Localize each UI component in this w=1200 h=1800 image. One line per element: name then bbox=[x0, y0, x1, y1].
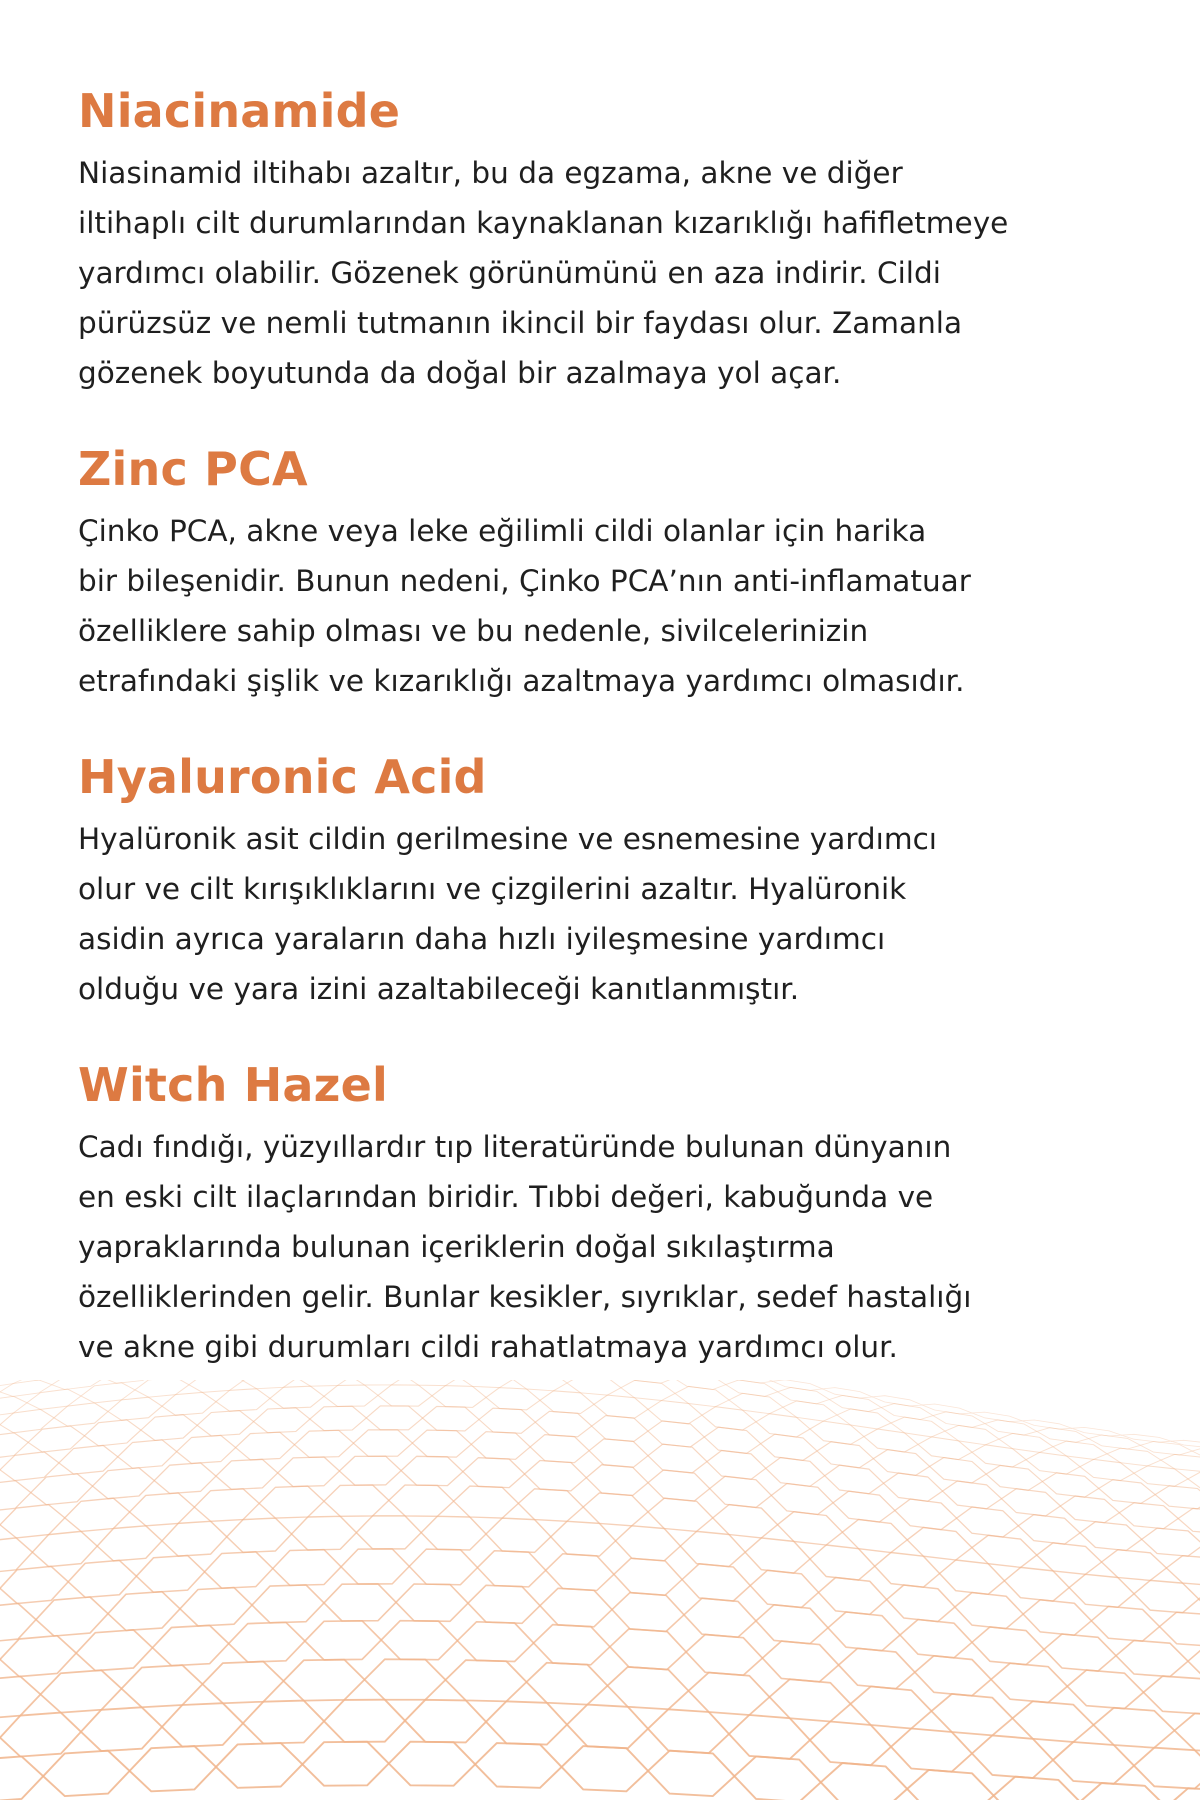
description-line: yardımcı olabilir. Gözenek görünümünü en aza indirir. Cildi bbox=[78, 256, 941, 290]
hexagon-cell bbox=[93, 1468, 155, 1499]
hexagon-cell bbox=[1023, 1600, 1091, 1635]
hexagon-cell bbox=[525, 1461, 587, 1491]
hexagon-cell bbox=[839, 1648, 915, 1688]
section-niacinamide bbox=[78, 78, 1138, 398]
hexagon-cell bbox=[771, 1484, 833, 1515]
hexagon-cell bbox=[778, 1387, 830, 1403]
hexagon-cell bbox=[707, 1451, 766, 1480]
hexagon-cell bbox=[216, 1743, 302, 1788]
hexagon-cell bbox=[446, 1660, 527, 1701]
hexagon-cell bbox=[1094, 1708, 1175, 1748]
hexagon-cell bbox=[562, 1746, 648, 1791]
hexagon-cell bbox=[32, 1531, 97, 1566]
hexagon-cell bbox=[648, 1751, 734, 1796]
section-title: Niacinamide bbox=[78, 84, 401, 138]
hexagon-cell bbox=[614, 1558, 682, 1595]
hexagon-cell bbox=[1134, 1580, 1199, 1612]
hexagon-cell bbox=[940, 1560, 1005, 1594]
hexagon-cell bbox=[887, 1585, 955, 1622]
hexagon-cell bbox=[454, 1486, 519, 1518]
hexagon-cell bbox=[770, 1679, 851, 1721]
hexagon-cell bbox=[1044, 1634, 1116, 1671]
section-description bbox=[78, 814, 1138, 1014]
hexagon-cell bbox=[389, 1742, 475, 1786]
hexagon-cell bbox=[1122, 1434, 1172, 1442]
hexagon-cell bbox=[194, 1489, 259, 1522]
hexagon-cell bbox=[1072, 1427, 1122, 1436]
hexagon-cell bbox=[875, 1553, 940, 1588]
hexagon-cell bbox=[540, 1391, 594, 1414]
hexagon-cell bbox=[589, 1439, 648, 1467]
hexagon-cell bbox=[729, 1393, 783, 1413]
hexagon-cell bbox=[52, 1380, 104, 1390]
hexagon-cell bbox=[922, 1404, 972, 1414]
hexagon-cell bbox=[530, 1435, 589, 1463]
hexagon-cell bbox=[527, 1663, 608, 1705]
hexagon-cell bbox=[1013, 1701, 1094, 1742]
hexagon-cell bbox=[324, 1385, 378, 1407]
hexagon-cell bbox=[534, 1625, 610, 1665]
hexagon-cell bbox=[259, 1486, 324, 1518]
hexagon-cell bbox=[986, 1465, 1042, 1490]
hexagon-cell bbox=[409, 1549, 477, 1585]
hexagon-cell bbox=[648, 1498, 713, 1531]
hexagon-cell bbox=[227, 1518, 292, 1552]
description-line: asidin ayrıca yaraların daha hızlı iyileşmesine yardımcı bbox=[78, 922, 886, 956]
description-line: iltihaplı cilt durumlarından kaynaklanan kızarıklığı hafifletmeye bbox=[78, 206, 1009, 240]
hexagon-cell bbox=[478, 1551, 546, 1587]
hexagon-cell bbox=[310, 1406, 366, 1430]
hexagon-cell bbox=[180, 1588, 252, 1626]
hexagon-cell bbox=[586, 1465, 648, 1496]
hexagon-cell bbox=[273, 1550, 341, 1586]
hexagon-mesh-background bbox=[0, 1380, 1200, 1800]
section-description bbox=[78, 148, 1138, 398]
hexagon-cell bbox=[401, 1456, 463, 1485]
hexagon-cell bbox=[680, 1531, 745, 1566]
hexagon-cell bbox=[405, 1700, 486, 1743]
hexagon-cell bbox=[616, 1526, 681, 1561]
hexagon-cell bbox=[324, 1485, 389, 1516]
hexagon-cell bbox=[1091, 1606, 1159, 1641]
hexagon-cell bbox=[540, 1588, 612, 1627]
hexagon-cell bbox=[1060, 1496, 1119, 1523]
hexagon-cell bbox=[1166, 1788, 1200, 1800]
hexagon-cell bbox=[0, 1713, 81, 1757]
section-title: Zinc PCA bbox=[78, 442, 308, 496]
hexagon-cell bbox=[479, 1408, 535, 1433]
hexagon-cell bbox=[686, 1635, 762, 1676]
hexagon-cell bbox=[918, 1437, 972, 1460]
hexagon-cell bbox=[1102, 1550, 1167, 1581]
hexagon-cell bbox=[197, 1411, 253, 1436]
hexagon-cell bbox=[324, 1584, 396, 1621]
hexagon-cell bbox=[471, 1432, 530, 1460]
hexagon-cell bbox=[1160, 1612, 1200, 1646]
hexagon-cell bbox=[1107, 1448, 1161, 1466]
hexagon-cell bbox=[734, 1756, 820, 1800]
hexagon-cell bbox=[0, 1603, 36, 1642]
hexagon-cell bbox=[36, 1597, 108, 1636]
hexagon-cell bbox=[365, 1659, 446, 1700]
hexagon-cell bbox=[689, 1673, 770, 1716]
hexagon-cell bbox=[1192, 1447, 1200, 1460]
hexagon-cell bbox=[43, 1751, 129, 1796]
hexagon-cell bbox=[518, 1489, 583, 1522]
hexagon-cell bbox=[1053, 1742, 1134, 1784]
hexagon-cell bbox=[468, 1585, 540, 1623]
description-line: olur ve cilt kırışıklıklarını ve çizgilerini azaltır. Hyalüronik bbox=[78, 872, 907, 906]
hexagon-cell bbox=[648, 1709, 729, 1753]
hexagon-cell bbox=[356, 1516, 421, 1549]
description-line: özelliklerinden gelir. Bunlar kesikler, sıyrıklar, sedef hastalığı bbox=[78, 1280, 972, 1314]
hexagon-cell bbox=[162, 1521, 227, 1556]
hexagon-cell bbox=[1080, 1522, 1142, 1551]
hexagon-cell bbox=[463, 1458, 525, 1488]
hexagon-cell bbox=[486, 1701, 567, 1744]
hexagon-cell bbox=[108, 1592, 180, 1631]
hexagon-cell bbox=[177, 1435, 236, 1463]
hexagon-cell bbox=[851, 1686, 932, 1728]
hexagon-cell bbox=[0, 1433, 28, 1459]
hexagon-cell bbox=[324, 1700, 405, 1742]
hexagon-cell bbox=[756, 1414, 810, 1437]
hexagon-cell bbox=[821, 1763, 907, 1800]
hexagon-cell bbox=[884, 1473, 943, 1501]
section-description bbox=[78, 1122, 1138, 1372]
hexagon-cell bbox=[1002, 1489, 1061, 1516]
hexagon-cell bbox=[750, 1570, 818, 1607]
hexagon-cell bbox=[932, 1694, 1013, 1736]
hexagon-cell bbox=[945, 1425, 999, 1444]
hexagon-cell bbox=[153, 1625, 229, 1665]
hexagon-cell bbox=[1141, 1442, 1193, 1455]
hexagon-cell bbox=[930, 1458, 986, 1483]
hexagon-cell bbox=[1161, 1454, 1200, 1471]
hexagon-cell bbox=[1037, 1428, 1089, 1443]
section-title: Witch Hazel bbox=[78, 1058, 389, 1112]
description-line: Niasinamid iltihabı azaltır, bu da egzama, akne ve diğer bbox=[78, 156, 903, 190]
section-witch-hazel bbox=[78, 1052, 1138, 1372]
hexagon-cell bbox=[378, 1385, 432, 1406]
hexagon-cell bbox=[972, 1445, 1026, 1467]
hexagon-cell bbox=[243, 1701, 324, 1744]
hexagon-cell bbox=[216, 1459, 278, 1489]
hexagon-cell bbox=[726, 1380, 778, 1396]
hexagon-cell bbox=[0, 1505, 65, 1538]
hexagon-cell bbox=[810, 1421, 864, 1444]
section-hyaluronic-acid bbox=[78, 744, 1138, 1014]
hexagon-cell bbox=[284, 1660, 365, 1701]
hexagon-cell bbox=[900, 1620, 972, 1658]
hexagon-cell bbox=[81, 1707, 162, 1751]
hexagon-cell bbox=[817, 1442, 873, 1468]
hexagon-cell bbox=[68, 1560, 136, 1597]
hexagon-cell bbox=[702, 1407, 756, 1430]
hexagon-cell bbox=[122, 1665, 203, 1707]
hexagon-cell bbox=[675, 1386, 729, 1406]
hexagon-cell bbox=[76, 1630, 152, 1671]
hexagon-cell bbox=[205, 1552, 273, 1588]
hexagon-cell bbox=[608, 1667, 689, 1709]
hexagon-cell bbox=[1188, 1646, 1200, 1681]
hexagon-cell bbox=[1134, 1748, 1200, 1789]
hexagon-cell bbox=[0, 1676, 41, 1719]
hexagon-cell bbox=[592, 1416, 648, 1442]
hexagon-cell bbox=[535, 1411, 591, 1437]
hexagon-cell bbox=[704, 1427, 760, 1453]
hexagon-cell bbox=[421, 1516, 486, 1550]
hexagon-cell bbox=[915, 1656, 991, 1696]
hexagon-cell bbox=[684, 1598, 756, 1637]
hexagon-cell bbox=[972, 1627, 1044, 1665]
hexagon-cell bbox=[381, 1621, 457, 1660]
hexagon-cell bbox=[366, 1406, 422, 1430]
hexagon-cell bbox=[825, 1465, 884, 1494]
description-line: özelliklere sahip olması ve bu nedenle, sivilcelerinizin bbox=[78, 614, 869, 648]
hexagon-cell bbox=[762, 1641, 838, 1682]
hexagon-cell bbox=[682, 1564, 750, 1601]
hexagon-cell bbox=[1004, 1567, 1069, 1601]
hexagon-cell bbox=[648, 1470, 710, 1501]
hexagon-cell bbox=[475, 1743, 561, 1788]
hexagon-cell bbox=[1042, 1473, 1098, 1497]
hexagon-cell bbox=[130, 1493, 195, 1526]
hexagon-cell bbox=[396, 1584, 468, 1621]
hexagon-cell bbox=[0, 1566, 68, 1603]
hexagon-cell bbox=[612, 1593, 684, 1632]
hexagon-cell bbox=[278, 1457, 340, 1487]
hexagon-cell bbox=[0, 1538, 32, 1573]
hexagon-cell bbox=[295, 1430, 354, 1457]
description-line: gözenek boyutunda da doğal bir azalmaya yol açar. bbox=[78, 356, 842, 390]
hexagon-cell bbox=[130, 1746, 216, 1791]
hexagon-cell bbox=[828, 1612, 900, 1651]
hexagon-cell bbox=[710, 1476, 772, 1507]
hexagon-cell bbox=[31, 1474, 93, 1505]
hexagon-cell bbox=[873, 1450, 929, 1476]
hexagon-cell bbox=[891, 1417, 945, 1437]
hexagon-cell bbox=[65, 1498, 130, 1531]
hexagon-cell bbox=[713, 1505, 778, 1538]
hexagon-cell bbox=[567, 1705, 648, 1749]
hexagon-cell bbox=[985, 1420, 1037, 1435]
hexagon-cell bbox=[1018, 1515, 1080, 1545]
hexagon-cell bbox=[0, 1380, 52, 1396]
hexagon-cell bbox=[203, 1662, 284, 1704]
hexagon-cell bbox=[254, 1408, 310, 1433]
hexagon-cell bbox=[432, 1386, 486, 1408]
hexagon-cell bbox=[907, 1770, 993, 1800]
hexagon-cell bbox=[229, 1622, 305, 1662]
section-title: Hyaluronic Acid bbox=[78, 750, 487, 804]
hexagon-cell bbox=[339, 1456, 401, 1485]
hexagon-cell bbox=[412, 1430, 471, 1457]
ingredient-list bbox=[78, 78, 1138, 1372]
hexagon-cell bbox=[810, 1722, 891, 1766]
hexagon-cell bbox=[756, 1605, 828, 1644]
hexagon-cell bbox=[118, 1440, 177, 1469]
hexagon-cell bbox=[1067, 1670, 1143, 1709]
hexagon-cell bbox=[833, 1491, 895, 1522]
hexagon-cell bbox=[302, 1742, 388, 1786]
hexagon-cell bbox=[610, 1629, 686, 1670]
hexagon-cell bbox=[810, 1545, 875, 1580]
hexagon-cell bbox=[648, 1421, 704, 1447]
hexagon-cell bbox=[0, 1636, 76, 1677]
hexagon-cell bbox=[236, 1432, 295, 1460]
hexagon-cell bbox=[994, 1777, 1080, 1800]
hexagon-cell bbox=[0, 1756, 43, 1800]
description-line: Cadı fındığı, yüzyıllardır tıp literatüründe bulunan dünyanın bbox=[78, 1130, 952, 1164]
hexagon-cell bbox=[1069, 1574, 1134, 1607]
hexagon-cell bbox=[1116, 1640, 1188, 1676]
hexagon-cell bbox=[351, 1380, 405, 1385]
hexagon-cell bbox=[955, 1593, 1023, 1629]
description-line: bir bileşenidir. Bunun nedeni, Çinko PCA’nın anti-inflamatuar bbox=[78, 564, 971, 598]
hexagon-cell bbox=[745, 1538, 810, 1573]
hexagon-cell bbox=[486, 1388, 540, 1410]
hexagon-cell bbox=[270, 1386, 324, 1408]
hexagon-cell bbox=[551, 1521, 616, 1556]
description-line: etrafındaki şişlik ve kızarıklığı azaltmaya yardımcı olmasıdır. bbox=[78, 664, 965, 698]
hexagon-cell bbox=[864, 1429, 918, 1452]
hexagon-cell bbox=[1022, 1420, 1072, 1429]
hexagon-cell bbox=[305, 1621, 381, 1660]
description-line: en eski cilt ilaçlarından biridir. Tıbbi değeri, kabuğunda ve bbox=[78, 1180, 934, 1214]
hexagon-cell bbox=[97, 1526, 162, 1561]
hexagon-cell bbox=[389, 1485, 454, 1516]
hexagon-cell bbox=[729, 1715, 810, 1759]
hexagon-cell bbox=[546, 1554, 614, 1591]
section-zinc-pca bbox=[78, 436, 1138, 706]
hexagon-cell bbox=[1142, 1528, 1200, 1556]
hexagon-cell bbox=[648, 1444, 707, 1473]
hexagon-cell bbox=[162, 1392, 216, 1415]
description-line: Çinko PCA, akne veya leke eğilimli cildi olanlar için harika bbox=[78, 514, 927, 548]
hexagon-cell bbox=[972, 1735, 1053, 1778]
hexagon-cell bbox=[943, 1481, 1002, 1509]
hexagon-cell bbox=[895, 1499, 957, 1530]
hexagon-cell bbox=[141, 1415, 197, 1441]
hexagon-cell bbox=[1080, 1459, 1134, 1480]
hexagon-cell bbox=[423, 1406, 479, 1431]
hexagon-cell bbox=[341, 1549, 409, 1584]
hexagon-cell bbox=[136, 1556, 204, 1593]
hexagon-cell bbox=[1166, 1556, 1200, 1586]
hexagon-cell bbox=[41, 1670, 122, 1712]
hexagon-cell bbox=[292, 1516, 357, 1550]
hexagon-cell bbox=[837, 1409, 891, 1429]
hexagon-cell bbox=[486, 1518, 551, 1552]
hexagon-cell bbox=[162, 1703, 243, 1747]
hexagon-cell bbox=[354, 1430, 413, 1457]
hexagon-cell bbox=[761, 1434, 817, 1460]
hexagon-cell bbox=[819, 1578, 887, 1615]
hexagon-cell bbox=[991, 1663, 1067, 1702]
hexagon-cell bbox=[583, 1493, 648, 1526]
hexagon-cell bbox=[252, 1585, 324, 1623]
description-line: olduğu ve yara izini azaltabileceği kanıtlanmıştır. bbox=[78, 972, 800, 1006]
description-line: yapraklarında bulunan içeriklerin doğal sıkılaştırma bbox=[78, 1230, 835, 1264]
hexagon-cell bbox=[154, 1463, 216, 1494]
hexagon-cell bbox=[457, 1622, 533, 1662]
description-line: Hyalüronik asit cildin gerilmesine ve esnemesine yardımcı bbox=[78, 822, 938, 856]
hexagon-cell bbox=[216, 1389, 270, 1412]
hexagon-cell bbox=[783, 1401, 837, 1421]
hexagon-cell bbox=[27, 1389, 81, 1409]
description-line: pürüzsüz ve nemli tutmanın ikincil bir faydası olur. Zamanla bbox=[78, 306, 963, 340]
hexagon-cell bbox=[1026, 1452, 1080, 1474]
hexagon-cell bbox=[891, 1729, 972, 1772]
hexagon-cell bbox=[957, 1507, 1019, 1537]
hexagon-cell bbox=[1175, 1713, 1200, 1752]
section-description bbox=[78, 506, 1138, 706]
hexagon-cell bbox=[766, 1458, 825, 1487]
hexagon-cell bbox=[1144, 1676, 1200, 1714]
description-line: ve akne gibi durumları cildi rahatlatmaya yardımcı olur. bbox=[78, 1330, 898, 1364]
